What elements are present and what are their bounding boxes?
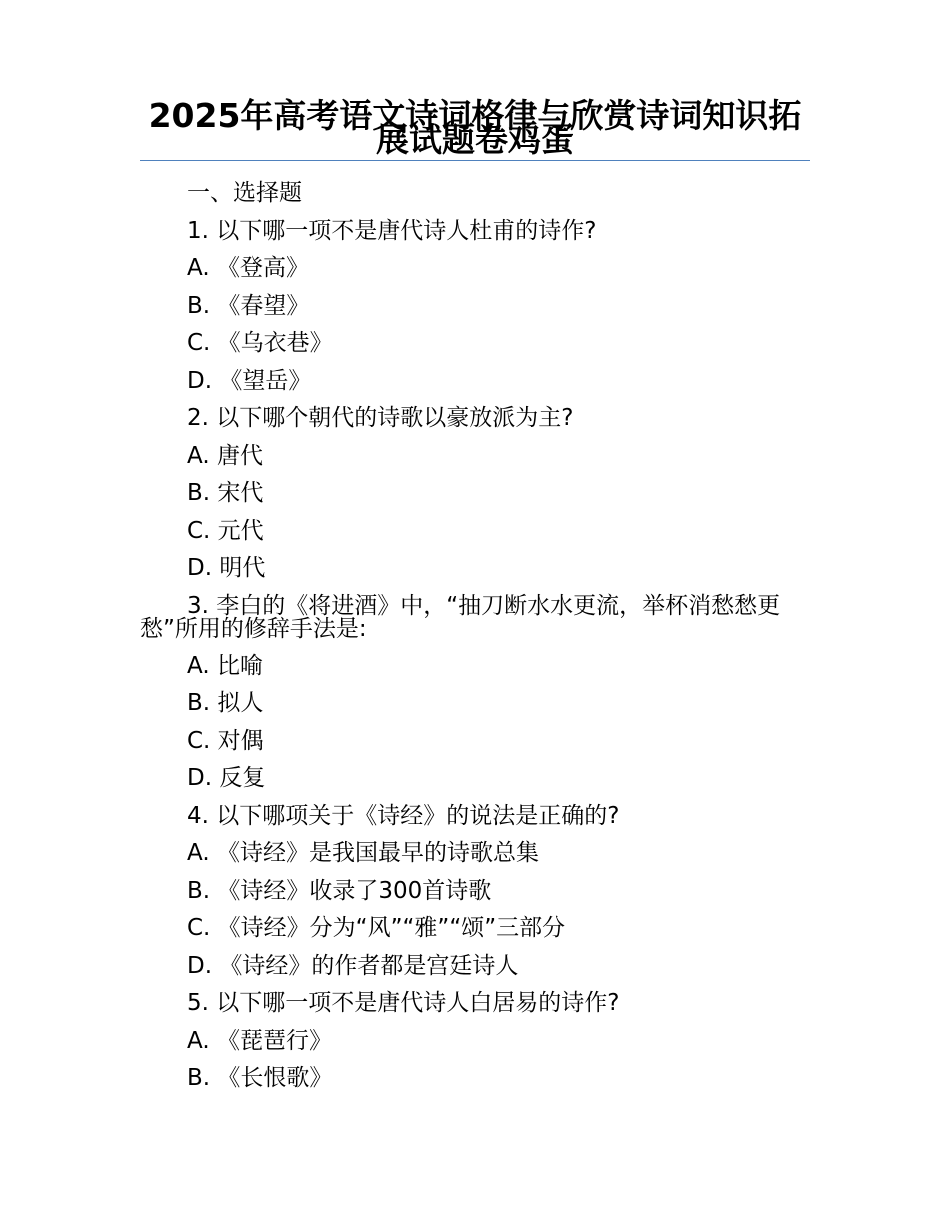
question-2-option-c: C. 元代: [187, 517, 264, 544]
question-3-option-d: D. 反复: [187, 765, 266, 791]
question-1: 1. 以下哪一项不是唐代诗人杜甫的诗作?: [187, 217, 597, 244]
question-4-option-a: A. 《诗经》是我国最早的诗歌总集: [187, 840, 539, 866]
question-1-option-b: B. 《春望》: [187, 292, 310, 319]
question-5-option-b: B. 《长恨歌》: [187, 1065, 333, 1091]
section-heading: 一、选择题: [187, 180, 302, 206]
question-3-option-b: B. 拟人: [187, 690, 264, 716]
question-4: 4. 以下哪项关于《诗经》的说法是正确的?: [187, 802, 620, 829]
question-2-option-b: B. 宋代: [187, 480, 264, 506]
question-3-option-c: C. 对偶: [187, 727, 264, 754]
question-2: 2. 以下哪个朝代的诗歌以豪放派为主?: [187, 405, 574, 431]
question-3-option-a: A. 比喻: [187, 652, 263, 679]
question-3: 3. 李白的《将进酒》中，“抽刀断水水更流，举杯消愁愁更愁”所用的修辞手法是:: [140, 592, 781, 642]
question-2-option-a: A. 唐代: [187, 442, 263, 469]
question-4-option-b: B. 《诗经》收录了300首诗歌: [187, 877, 492, 904]
question-1-option-d: D. 《望岳》: [187, 367, 312, 394]
question-5: 5. 以下哪一项不是唐代诗人白居易的诗作?: [187, 990, 620, 1016]
question-1-option-c: C. 《乌衣巷》: [187, 330, 333, 356]
document-body: [140, 175, 810, 1098]
question-1-option-a: A. 《登高》: [187, 255, 309, 281]
document-title: 2025年高考语文诗词格律与欣赏诗词知识拓展试题卷鸡蛋: [148, 96, 802, 159]
question-4-option-c: C. 《诗经》分为“风”“雅”“颂”三部分: [187, 915, 566, 941]
question-5-option-a: A. 《琵琶行》: [187, 1027, 332, 1054]
question-2-option-d: D. 明代: [187, 555, 266, 581]
title-divider: [140, 160, 810, 161]
question-4-option-d: D. 《诗经》的作者都是宫廷诗人: [187, 952, 519, 979]
